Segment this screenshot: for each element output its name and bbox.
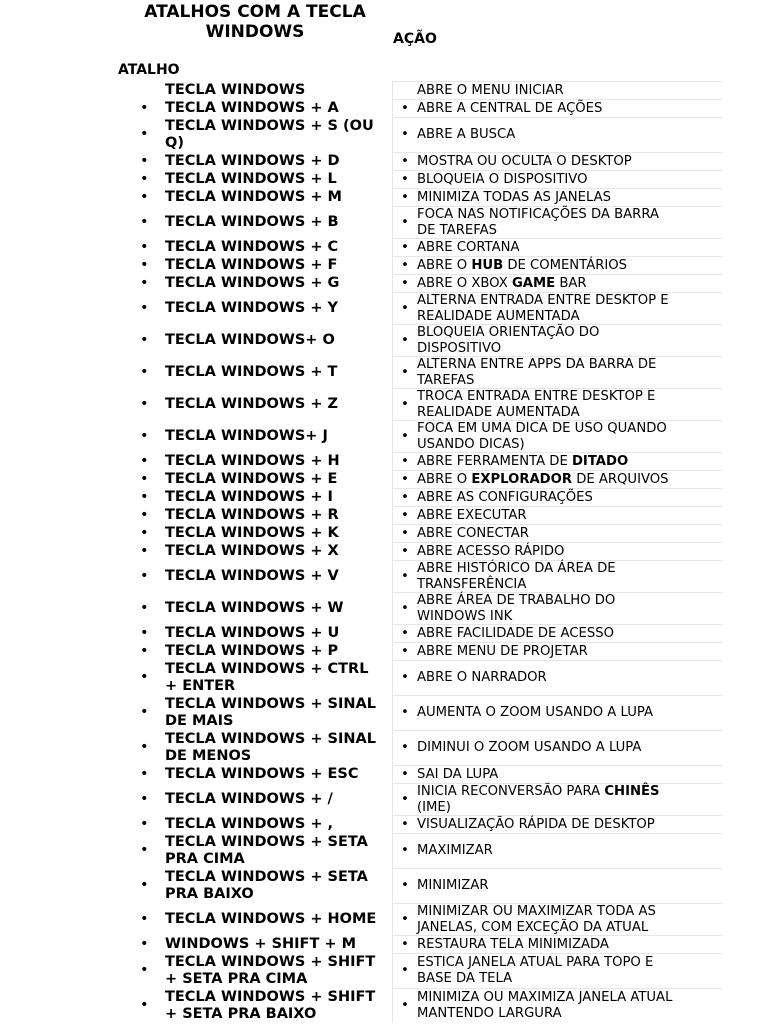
shortcut-cell — [140, 364, 392, 381]
bullet-icon: • — [140, 524, 149, 541]
table-row — [140, 765, 722, 783]
action-text-part: ABRE O XBOX — [417, 275, 512, 291]
action-text-part: DE COMENTÁRIOS — [503, 257, 628, 273]
bullet-icon: • — [401, 568, 409, 584]
bullet-icon: • — [401, 239, 409, 255]
bullet-icon: • — [401, 740, 409, 755]
action-cell — [392, 452, 722, 470]
action-cell — [392, 117, 722, 152]
bullet-icon: • — [140, 567, 149, 584]
bullet-icon: • — [401, 525, 409, 541]
shortcut-cell — [140, 257, 392, 274]
table-row — [140, 524, 722, 542]
shortcut-text: TECLA WINDOWS + X — [165, 542, 339, 559]
action-cell — [392, 642, 722, 660]
table-row — [140, 420, 722, 452]
shortcut-cell — [140, 989, 392, 1023]
shortcut-text: TECLA WINDOWS + Y — [165, 299, 339, 316]
bullet-icon: • — [401, 766, 409, 782]
action-text-part: ABRE O — [417, 257, 472, 273]
action-cell — [392, 783, 722, 815]
shortcut-text: TECLA WINDOWS + HOME — [165, 910, 377, 927]
bullet-icon: • — [140, 542, 149, 559]
action-text-bold: DITADO — [571, 453, 629, 469]
bullet-icon: • — [401, 816, 409, 832]
action-cell — [392, 815, 722, 833]
action-text: ABRE CORTANA — [417, 239, 520, 255]
action-cell — [392, 292, 722, 324]
bullet-icon: • — [401, 428, 409, 444]
bullet-icon: • — [401, 332, 409, 348]
action-cell — [392, 256, 722, 274]
shortcut-text: TECLA WINDOWS + F — [165, 256, 338, 273]
shortcut-cell — [140, 696, 392, 730]
table-row — [140, 170, 722, 188]
table-row — [140, 188, 722, 206]
table-row — [140, 388, 722, 420]
action-text: MOSTRA OU OCULTA O DESKTOP — [417, 153, 632, 169]
shortcut-text: TECLA WINDOWS + SETA PRA BAIXO — [165, 868, 368, 902]
table-row — [140, 903, 722, 935]
bullet-icon: • — [401, 670, 409, 685]
action-cell — [392, 935, 722, 953]
table-row — [140, 324, 722, 356]
bullet-icon: • — [401, 643, 409, 659]
action-cell — [392, 188, 722, 206]
action-cell — [392, 488, 722, 506]
shortcut-text: TECLA WINDOWS — [165, 81, 306, 98]
action-text: VISUALIZAÇÃO RÁPIDA DE DESKTOP — [417, 816, 655, 832]
action-cell — [392, 868, 722, 903]
bullet-icon: • — [401, 396, 409, 412]
bullet-icon: • — [401, 127, 409, 142]
action-text: ABRE ÁREA DE TRABALHO DO WINDOWS INK — [417, 592, 616, 624]
shortcut-cell — [140, 332, 392, 349]
bullet-icon: • — [401, 878, 409, 893]
action-text: BLOQUEIA ORIENTAÇÃO DO DISPOSITIVO — [417, 324, 600, 356]
bullet-icon: • — [140, 238, 149, 255]
shortcut-cell — [140, 954, 392, 988]
bullet-icon: • — [401, 214, 409, 230]
bullet-icon: • — [140, 126, 149, 142]
action-cell — [392, 356, 722, 388]
action-text: AUMENTA O ZOOM USANDO A LUPA — [417, 705, 653, 720]
shortcut-text: TECLA WINDOWS + D — [165, 152, 340, 169]
bullet-icon: • — [140, 99, 149, 116]
action-text: MAXIMIZAR — [417, 843, 493, 858]
bullet-icon: • — [401, 543, 409, 559]
bullet-icon: • — [140, 669, 149, 685]
shortcut-cell — [140, 525, 392, 542]
action-text-part: ABRE O — [417, 471, 472, 487]
bullet-icon: • — [140, 488, 149, 505]
table-row — [140, 506, 722, 524]
action-cell — [392, 420, 722, 452]
shortcut-text: TECLA WINDOWS+ J — [165, 427, 328, 444]
page-title: ATALHOS COM A TECLA WINDOWS — [144, 2, 366, 42]
action-text: MINIMIZA TODAS AS JANELAS — [417, 189, 611, 205]
action-text: ALTERNA ENTRE APPS DA BARRA DE TAREFAS — [417, 356, 657, 388]
bullet-icon: • — [140, 842, 149, 858]
bullet-icon: • — [140, 363, 149, 380]
shortcut-text: TECLA WINDOWS + K — [165, 524, 339, 541]
action-text: ABRE A BUSCA — [417, 127, 516, 142]
shortcut-text: TECLA WINDOWS + I — [165, 488, 333, 505]
table-row — [140, 695, 722, 730]
shortcut-text: TECLA WINDOWS + A — [165, 99, 339, 116]
bullet-icon: • — [401, 364, 409, 380]
action-text-bold: CHINÊS — [604, 783, 660, 799]
shortcut-text: TECLA WINDOWS + R — [165, 506, 339, 523]
action-cell — [392, 152, 722, 170]
shortcut-text: TECLA WINDOWS + SHIFT + SETA PRA CIMA — [165, 953, 376, 987]
shortcut-text: TECLA WINDOWS + V — [165, 567, 339, 584]
action-text: ALTERNA ENTRADA ENTRE DESKTOP E REALIDADE AUMENTADA — [417, 292, 669, 324]
bullet-icon: • — [140, 790, 149, 807]
action-cell — [392, 99, 722, 117]
table-row — [140, 660, 722, 695]
shortcut-text: TECLA WINDOWS + CTRL + ENTER — [165, 660, 369, 694]
action-cell — [392, 206, 722, 238]
shortcut-text: TECLA WINDOWS + Z — [165, 395, 339, 412]
shortcut-cell — [140, 189, 392, 206]
shortcut-cell — [140, 911, 392, 928]
shortcut-text: TECLA WINDOWS + G — [165, 274, 340, 291]
action-text: ABRE ACESSO RÁPIDO — [417, 543, 565, 559]
bullet-icon: • — [401, 625, 409, 641]
bullet-icon: • — [401, 189, 409, 205]
table-row — [140, 292, 722, 324]
bullet-icon: • — [401, 600, 409, 616]
bullet-icon: • — [401, 100, 409, 116]
bullet-icon: • — [401, 791, 409, 807]
shortcut-cell — [140, 214, 392, 231]
bullet-icon: • — [140, 704, 149, 720]
table-row — [140, 152, 722, 170]
action-text — [417, 276, 587, 292]
shortcut-cell — [140, 791, 392, 808]
table-row — [140, 452, 722, 470]
shortcut-cell — [140, 834, 392, 868]
action-text: ESTICA JANELA ATUAL PARA TOPO E BASE DA TELA — [417, 955, 654, 986]
action-cell — [392, 388, 722, 420]
action-text: MINIMIZAR — [417, 878, 489, 893]
shortcut-cell — [140, 661, 392, 695]
action-text: TROCA ENTRADA ENTRE DESKTOP E REALIDADE AUMENTADA — [417, 388, 656, 420]
shortcut-cell — [140, 568, 392, 585]
bullet-icon: • — [401, 471, 409, 487]
action-text: ABRE HISTÓRICO DA ÁREA DE TRANSFERÊNCIA — [417, 560, 616, 592]
shortcut-text: TECLA WINDOWS + U — [165, 624, 340, 641]
action-cell — [392, 506, 722, 524]
action-text — [417, 258, 627, 274]
table-row — [140, 953, 722, 988]
bullet-icon: • — [140, 962, 149, 978]
table-row — [140, 117, 722, 152]
bullet-icon: • — [401, 257, 409, 273]
table-row — [140, 99, 722, 117]
action-text: FOCA EM UMA DICA DE USO QUANDO USANDO DICAS) — [417, 420, 667, 452]
shortcut-text: TECLA WINDOWS + , — [165, 815, 334, 832]
action-cell — [392, 953, 722, 988]
shortcut-text: TECLA WINDOWS + B — [165, 213, 339, 230]
table-row — [140, 868, 722, 903]
bullet-icon: • — [140, 299, 149, 316]
action-cell — [392, 695, 722, 730]
action-cell — [392, 903, 722, 935]
bullet-icon: • — [140, 739, 149, 755]
shortcut-cell — [140, 643, 392, 660]
action-cell — [392, 170, 722, 188]
shortcut-cell — [140, 766, 392, 783]
shortcut-text: WINDOWS + SHIFT + M — [165, 935, 357, 952]
bullet-icon: • — [401, 453, 409, 469]
action-text: MINIMIZAR OU MAXIMIZAR TODA AS JANELAS, COM EXCEÇÃO DA ATUAL — [417, 903, 656, 935]
bullet-icon: • — [140, 213, 149, 230]
shortcut-cell — [140, 600, 392, 617]
table-row — [140, 81, 722, 99]
action-text: ABRE O NARRADOR — [417, 670, 547, 685]
bullet-icon: • — [140, 452, 149, 469]
action-text-part: DE ARQUIVOS — [572, 471, 669, 487]
action-cell — [392, 624, 722, 642]
action-text-bold: EXPLORADOR — [471, 471, 572, 487]
bullet-icon: • — [140, 599, 149, 616]
shortcut-cell — [140, 171, 392, 188]
bullet-icon: • — [401, 998, 409, 1013]
shortcuts-table — [140, 81, 722, 1023]
shortcut-cell — [140, 300, 392, 317]
bullet-icon: • — [401, 911, 409, 927]
action-cell — [392, 542, 722, 560]
action-text — [417, 784, 660, 816]
bullet-icon: • — [140, 815, 149, 832]
bullet-icon: • — [401, 275, 409, 291]
action-text — [417, 454, 628, 470]
bullet-icon: • — [140, 642, 149, 659]
table-row — [140, 624, 722, 642]
bullet-icon: • — [401, 705, 409, 720]
shortcut-text: TECLA WINDOWS + L — [165, 170, 337, 187]
action-text: RESTAURA TELA MINIMIZADA — [417, 936, 609, 952]
shortcut-text: TECLA WINDOWS + C — [165, 238, 339, 255]
shortcut-text: TECLA WINDOWS + SHIFT + SETA PRA BAIXO — [165, 988, 376, 1022]
shortcut-text: TECLA WINDOWS + P — [165, 642, 339, 659]
table-row — [140, 256, 722, 274]
action-text: ABRE FACILIDADE DE ACESSO — [417, 625, 615, 641]
action-cell — [392, 765, 722, 783]
action-text: ABRE CONECTAR — [417, 525, 529, 541]
bullet-icon: • — [401, 171, 409, 187]
action-text: BLOQUEIA O DISPOSITIVO — [417, 171, 588, 187]
bullet-icon: • — [401, 153, 409, 169]
bullet-icon: • — [140, 624, 149, 641]
bullet-icon: • — [401, 507, 409, 523]
action-text: DIMINUI O ZOOM USANDO A LUPA — [417, 740, 642, 755]
shortcut-text: TECLA WINDOWS + ESC — [165, 765, 359, 782]
bullet-icon: • — [140, 765, 149, 782]
bullet-icon: • — [140, 470, 149, 487]
shortcut-text: TECLA WINDOWS + E — [165, 470, 338, 487]
bullet-icon: • — [140, 188, 149, 205]
bullet-icon: • — [140, 506, 149, 523]
shortcut-text: TECLA WINDOWS + W — [165, 599, 344, 616]
action-text: MINIMIZA OU MAXIMIZA JANELA ATUAL MANTENDO LARGURA — [417, 990, 673, 1021]
action-text-bold: HUB — [471, 257, 504, 273]
shortcut-cell — [140, 153, 392, 170]
table-row — [140, 783, 722, 815]
table-row — [140, 238, 722, 256]
action-cell — [392, 660, 722, 695]
bullet-icon: • — [140, 170, 149, 187]
shortcut-text: TECLA WINDOWS+ O — [165, 331, 335, 348]
table-row — [140, 935, 722, 953]
bullet-icon: • — [401, 300, 409, 316]
shortcut-text: TECLA WINDOWS + / — [165, 790, 333, 807]
table-row — [140, 833, 722, 868]
action-text-part: INICIA RECONVERSÃO PARA — [417, 783, 605, 799]
action-cell — [392, 524, 722, 542]
action-text: ABRE AS CONFIGURAÇÕES — [417, 489, 593, 505]
action-text-part: BAR — [555, 275, 587, 291]
action-text: ABRE MENU DE PROJETAR — [417, 643, 588, 659]
shortcut-cell — [140, 396, 392, 413]
action-text-part: (IME) — [417, 799, 451, 815]
bullet-icon: • — [140, 274, 149, 291]
action-cell — [392, 988, 722, 1023]
action-text-bold: GAME — [511, 275, 556, 291]
shortcut-cell — [140, 453, 392, 470]
bullet-icon: • — [401, 489, 409, 505]
action-text: FOCA NAS NOTIFICAÇÕES DA BARRA DE TAREFAS — [417, 206, 659, 238]
table-row — [140, 815, 722, 833]
shortcut-cell — [140, 869, 392, 903]
table-row — [140, 730, 722, 765]
bullet-icon: • — [140, 427, 149, 444]
bullet-icon: • — [401, 963, 409, 978]
action-text: ABRE EXECUTAR — [417, 507, 527, 523]
action-column-header: AÇÃO — [393, 31, 437, 47]
table-row — [140, 488, 722, 506]
bullet-icon: • — [401, 936, 409, 952]
table-row — [140, 988, 722, 1023]
action-cell — [392, 324, 722, 356]
shortcut-cell — [140, 118, 392, 152]
action-text — [417, 472, 669, 488]
bullet-icon: • — [140, 256, 149, 273]
shortcut-cell — [140, 816, 392, 833]
bullet-icon: • — [140, 331, 149, 348]
bullet-icon: • — [140, 997, 149, 1013]
table-row — [140, 356, 722, 388]
shortcut-cell — [140, 731, 392, 765]
bullet-icon: • — [140, 910, 149, 927]
shortcut-text: TECLA WINDOWS + M — [165, 188, 342, 205]
action-cell — [392, 560, 722, 592]
bullet-icon: • — [140, 152, 149, 169]
shortcut-column-header: ATALHO — [118, 62, 180, 78]
action-text: ABRE A CENTRAL DE AÇÕES — [417, 100, 603, 116]
action-cell — [392, 238, 722, 256]
action-text-part: ABRE FERRAMENTA DE — [417, 453, 572, 469]
shortcut-cell — [140, 82, 392, 99]
bullet-icon: • — [401, 843, 409, 858]
shortcut-cell — [140, 239, 392, 256]
action-cell — [392, 274, 722, 292]
shortcut-cell — [140, 625, 392, 642]
bullet-icon: • — [140, 935, 149, 952]
bullet-icon: • — [140, 877, 149, 893]
shortcut-cell — [140, 471, 392, 488]
shortcut-cell — [140, 507, 392, 524]
action-cell — [392, 592, 722, 624]
action-cell — [392, 470, 722, 488]
shortcut-text: TECLA WINDOWS + S (OU Q) — [165, 117, 374, 151]
action-cell — [392, 730, 722, 765]
table-row — [140, 470, 722, 488]
action-text: ABRE O MENU INICIAR — [417, 82, 564, 98]
shortcut-cell — [140, 489, 392, 506]
table-row — [140, 274, 722, 292]
shortcut-text: TECLA WINDOWS + H — [165, 452, 340, 469]
shortcut-text: TECLA WINDOWS + SINAL DE MAIS — [165, 695, 376, 729]
shortcut-cell — [140, 428, 392, 445]
shortcut-text: TECLA WINDOWS + SINAL DE MENOS — [165, 730, 376, 764]
shortcut-text: TECLA WINDOWS + T — [165, 363, 338, 380]
action-cell — [392, 81, 722, 99]
table-row — [140, 642, 722, 660]
action-text: SAI DA LUPA — [417, 766, 499, 782]
shortcut-cell — [140, 275, 392, 292]
table-row — [140, 560, 722, 592]
table-row — [140, 206, 722, 238]
shortcut-cell — [140, 543, 392, 560]
shortcut-text: TECLA WINDOWS + SETA PRA CIMA — [165, 833, 368, 867]
shortcut-cell — [140, 936, 392, 953]
shortcut-cell — [140, 100, 392, 117]
table-row — [140, 592, 722, 624]
bullet-icon: • — [140, 395, 149, 412]
action-cell — [392, 833, 722, 868]
table-row — [140, 542, 722, 560]
